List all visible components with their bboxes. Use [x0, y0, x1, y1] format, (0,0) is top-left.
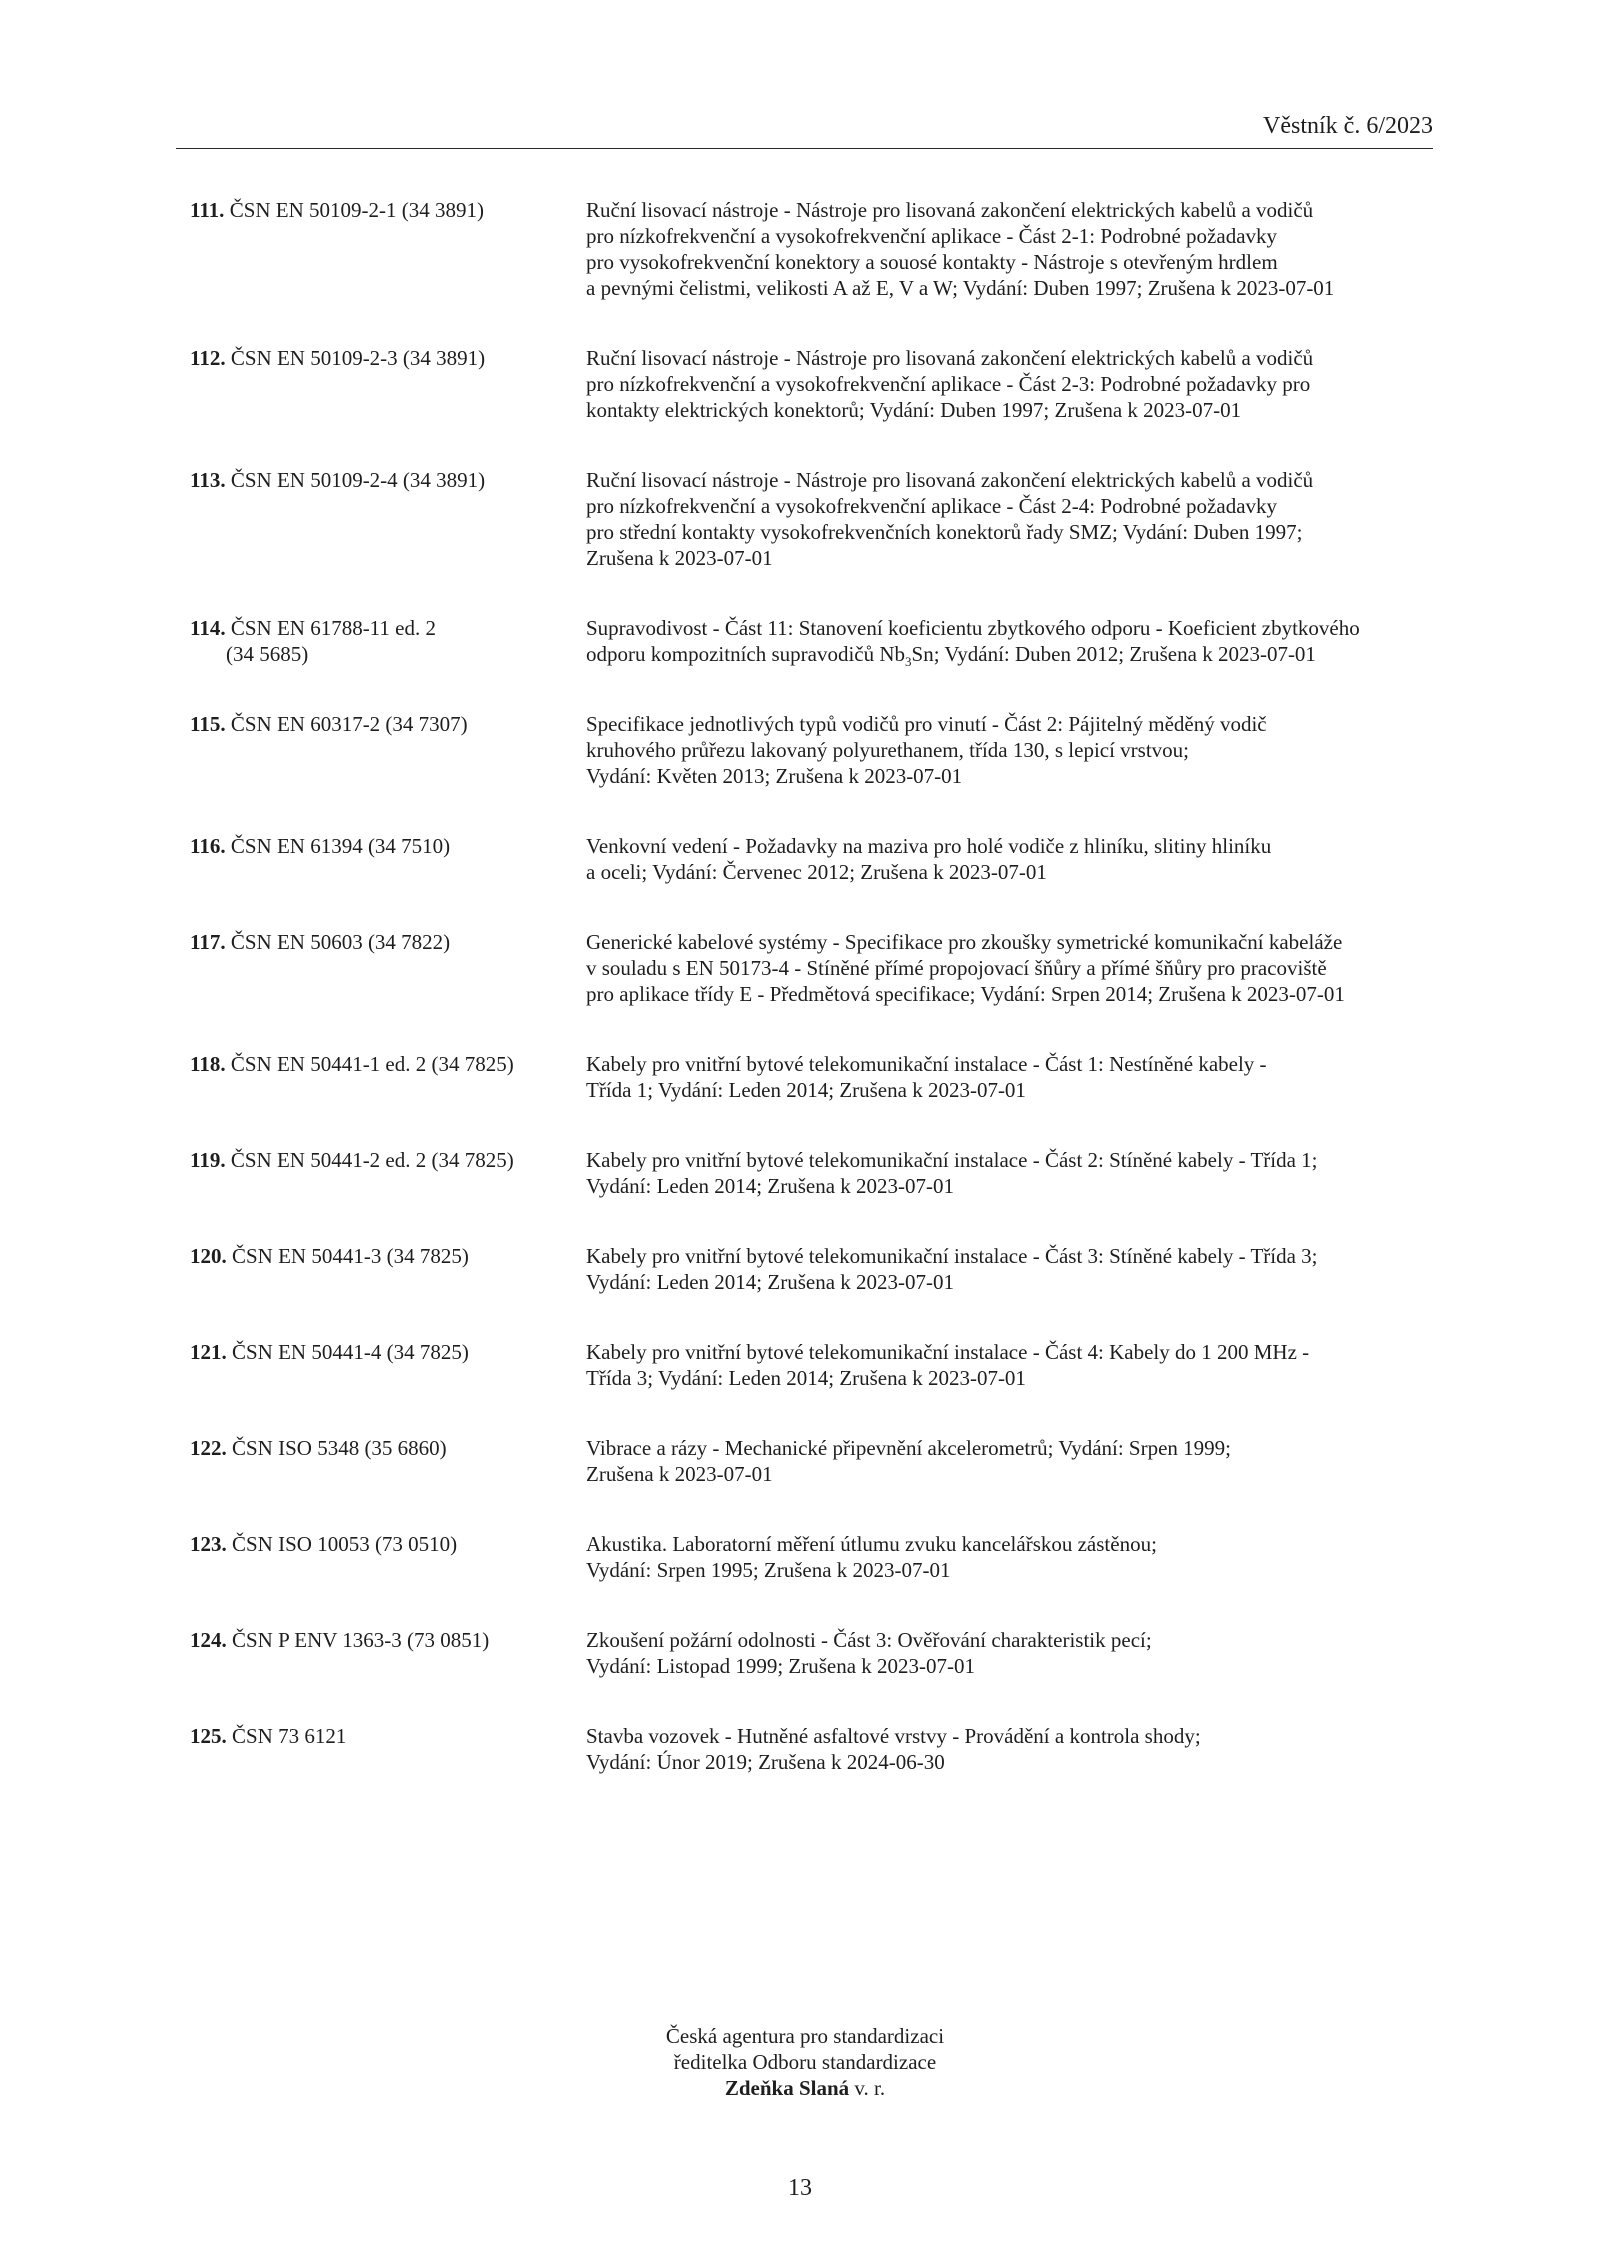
description-line: pro vysokofrekvenční konektory a souosé kontakty - Nástroje s otevřeným hrdlem — [586, 250, 1278, 274]
description-line: Třída 3; Vydání: Leden 2014; Zrušena k 2023-07-01 — [586, 1366, 1026, 1390]
description-line: Kabely pro vnitřní bytové telekomunikační instalace - Část 1: Nestíněné kabely - — [586, 1052, 1267, 1076]
description-line: Zrušena k 2023-07-01 — [586, 546, 773, 570]
standard-code — [190, 1051, 580, 1077]
description-line: Vibrace a rázy - Mechanické připevnění akcelerometrů; Vydání: Srpen 1999; — [586, 1436, 1232, 1460]
standard-description — [586, 615, 1438, 670]
standard-id: ČSN EN 50441-4 (34 7825) — [226, 1340, 469, 1364]
item-number: 114. — [190, 616, 226, 640]
standard-description — [586, 833, 1438, 885]
standard-id: ČSN EN 50109-2-4 (34 3891) — [225, 468, 486, 492]
description-line: pro aplikace třídy E - Předmětová specifikace; Vydání: Srpen 2014; Zrušena k 2023-07-01 — [586, 982, 1345, 1006]
description-line: Vydání: Leden 2014; Zrušena k 2023-07-01 — [586, 1270, 955, 1294]
list-item — [190, 345, 1440, 423]
item-number: 111. — [190, 198, 225, 222]
signatory-role: ředitelka Odboru standardizace — [673, 2050, 937, 2074]
item-number: 123. — [190, 1532, 227, 1556]
standard-description — [586, 711, 1438, 789]
description-line: Stavba vozovek - Hutněné asfaltové vrstvy - Provádění a kontrola shody; — [586, 1724, 1201, 1748]
standard-description — [586, 1243, 1438, 1295]
list-item — [190, 615, 1440, 670]
standard-description — [586, 345, 1438, 423]
description-fragment: Sn; Vydání: Duben 2012; Zrušena k 2023-07-01 — [911, 642, 1316, 666]
list-item — [190, 833, 1440, 885]
standard-code — [190, 1147, 580, 1173]
standard-code — [190, 615, 580, 667]
standard-id: ČSN EN 50109-2-1 (34 3891) — [224, 198, 485, 222]
standard-description — [586, 197, 1438, 301]
description-line: v souladu s EN 50173-4 - Stíněné přímé propojovací šňůry a přímé šňůry pro pracoviště — [586, 956, 1327, 980]
standard-code — [190, 1339, 580, 1365]
description-line: pro nízkofrekvenční a vysokofrekvenční aplikace - Část 2-1: Podrobné požadavky — [586, 224, 1278, 248]
item-number: 113. — [190, 468, 226, 492]
standard-code — [190, 1243, 580, 1269]
standard-code — [190, 467, 580, 493]
item-number: 118. — [190, 1052, 226, 1076]
standard-code — [190, 833, 580, 859]
item-number: 125. — [190, 1724, 227, 1748]
description-line: Ruční lisovací nástroje - Nástroje pro lisovaná zakončení elektrických kabelů a vodičů — [586, 346, 1314, 370]
list-item — [190, 1723, 1440, 1775]
standard-code — [190, 1435, 580, 1461]
description-line: Vydání: Listopad 1999; Zrušena k 2023-07-01 — [586, 1654, 976, 1678]
description-fragment: odporu kompozitních supravodičů Nb — [586, 642, 906, 666]
standard-description — [586, 1339, 1438, 1391]
standards-list — [190, 197, 1440, 1819]
standard-id: ČSN EN 50603 (34 7822) — [225, 930, 451, 954]
standard-code — [190, 711, 580, 737]
subscript: 3 — [905, 654, 912, 670]
standard-id: ČSN EN 61394 (34 7510) — [225, 834, 451, 858]
description-line: Kabely pro vnitřní bytové telekomunikační instalace - Část 2: Stíněné kabely - Třída 1; — [586, 1148, 1318, 1172]
standard-id: ČSN EN 60317-2 (34 7307) — [225, 712, 468, 736]
standard-code — [190, 1531, 580, 1557]
standard-code — [190, 929, 580, 955]
description-line: kruhového průřezu lakovaný polyurethanem, třída 130, s lepicí vrstvou; — [586, 738, 1190, 762]
standard-id: ČSN EN 50441-1 ed. 2 (34 7825) — [225, 1052, 514, 1076]
description-line: Vydání: Květen 2013; Zrušena k 2023-07-01 — [586, 764, 963, 788]
item-number: 115. — [190, 712, 226, 736]
description-line: Třída 1; Vydání: Leden 2014; Zrušena k 2023-07-01 — [586, 1078, 1026, 1102]
description-line: pro střední kontakty vysokofrekvenčních konektorů řady SMZ; Vydání: Duben 1997; — [586, 520, 1303, 544]
description-line: Zrušena k 2023-07-01 — [586, 1462, 773, 1486]
item-number: 120. — [190, 1244, 227, 1268]
description-line: pro nízkofrekvenční a vysokofrekvenční aplikace - Část 2-4: Podrobné požadavky — [586, 494, 1278, 518]
standard-description — [586, 467, 1438, 571]
list-item — [190, 1147, 1440, 1199]
standard-code — [190, 1627, 580, 1653]
standard-id: ČSN EN 50109-2-3 (34 3891) — [225, 346, 486, 370]
description-line: kontakty elektrických konektorů; Vydání: Duben 1997; Zrušena k 2023-07-01 — [586, 398, 1242, 422]
standard-id: ČSN EN 50441-2 ed. 2 (34 7825) — [225, 1148, 514, 1172]
signatory — [520, 2075, 1090, 2101]
standard-description — [586, 1531, 1438, 1583]
item-number: 122. — [190, 1436, 227, 1460]
description-line: Vydání: Srpen 1995; Zrušena k 2023-07-01 — [586, 1558, 951, 1582]
description-line — [586, 641, 1438, 670]
list-item — [190, 197, 1440, 301]
description-line: Supravodivost - Část 11: Stanovení koeficientu zbytkového odporu - Koeficient zbytkového — [586, 616, 1360, 640]
list-item — [190, 929, 1440, 1007]
description-line: Kabely pro vnitřní bytové telekomunikační instalace - Část 4: Kabely do 1 200 MHz - — [586, 1340, 1310, 1364]
signature-block — [520, 2023, 1090, 2101]
description-line: a oceli; Vydání: Červenec 2012; Zrušena k 2023-07-01 — [586, 860, 1047, 884]
description-line: Specifikace jednotlivých typů vodičů pro vinutí - Část 2: Pájitelný měděný vodič — [586, 712, 1267, 736]
list-item — [190, 1243, 1440, 1295]
item-number: 112. — [190, 346, 226, 370]
description-line: Ruční lisovací nástroje - Nástroje pro lisovaná zakončení elektrických kabelů a vodičů — [586, 198, 1314, 222]
standard-description — [586, 1147, 1438, 1199]
description-line: Generické kabelové systémy - Specifikace pro zkoušky symetrické komunikační kabeláže — [586, 930, 1343, 954]
item-number: 116. — [190, 834, 226, 858]
list-item — [190, 1627, 1440, 1679]
standard-description — [586, 1051, 1438, 1103]
standard-id: ČSN P ENV 1363-3 (73 0851) — [226, 1628, 490, 1652]
description-line: Zkoušení požární odolnosti - Část 3: Ověřování charakteristik pecí; — [586, 1628, 1152, 1652]
standard-id: ČSN EN 50441-3 (34 7825) — [226, 1244, 469, 1268]
standard-id: ČSN EN 61788-11 ed. 2 — [225, 616, 436, 640]
description-line: a pevnými čelistmi, velikosti A až E, V a W; Vydání: Duben 1997; Zrušena k 2023-07-01 — [586, 276, 1335, 300]
standard-id: ČSN 73 6121 — [226, 1724, 347, 1748]
agency-name: Česká agentura pro standardizaci — [665, 2024, 945, 2048]
signatory-suffix: v. r. — [849, 2076, 886, 2100]
item-number: 124. — [190, 1628, 227, 1652]
page-header — [176, 112, 1433, 149]
page-number: 13 — [788, 2175, 812, 2201]
list-item — [190, 711, 1440, 789]
list-item — [190, 1339, 1440, 1391]
description-line: pro nízkofrekvenční a vysokofrekvenční aplikace - Část 2-3: Podrobné požadavky pro — [586, 372, 1311, 396]
description-line: Kabely pro vnitřní bytové telekomunikační instalace - Část 3: Stíněné kabely - Třída 3; — [586, 1244, 1318, 1268]
item-number: 121. — [190, 1340, 227, 1364]
description-line: Venkovní vedení - Požadavky na maziva pro holé vodiče z hliníku, slitiny hliníku — [586, 834, 1272, 858]
standard-description — [586, 929, 1438, 1007]
standard-id: ČSN ISO 10053 (73 0510) — [226, 1532, 458, 1556]
standard-code — [190, 1723, 580, 1749]
item-number: 119. — [190, 1148, 226, 1172]
list-item — [190, 1531, 1440, 1583]
standard-code — [190, 345, 580, 371]
signatory-name: Zdeňka Slaná — [724, 2076, 850, 2100]
standard-description — [586, 1435, 1438, 1487]
description-line: Vydání: Únor 2019; Zrušena k 2024-06-30 — [586, 1750, 945, 1774]
standard-id: ČSN ISO 5348 (35 6860) — [226, 1436, 447, 1460]
list-item — [190, 1051, 1440, 1103]
standard-description — [586, 1627, 1438, 1679]
item-number: 117. — [190, 930, 226, 954]
journal-title: Věstník č. 6/2023 — [1263, 113, 1433, 139]
standard-id-classification: (34 5685) — [226, 642, 309, 666]
description-line: Akustika. Laboratorní měření útlumu zvuku kancelářskou zástěnou; — [586, 1532, 1157, 1556]
list-item — [190, 1435, 1440, 1487]
description-line: Ruční lisovací nástroje - Nástroje pro lisovaná zakončení elektrických kabelů a vodičů — [586, 468, 1314, 492]
standard-description — [586, 1723, 1438, 1775]
standard-code — [190, 197, 580, 223]
description-line: Vydání: Leden 2014; Zrušena k 2023-07-01 — [586, 1174, 955, 1198]
list-item — [190, 467, 1440, 571]
